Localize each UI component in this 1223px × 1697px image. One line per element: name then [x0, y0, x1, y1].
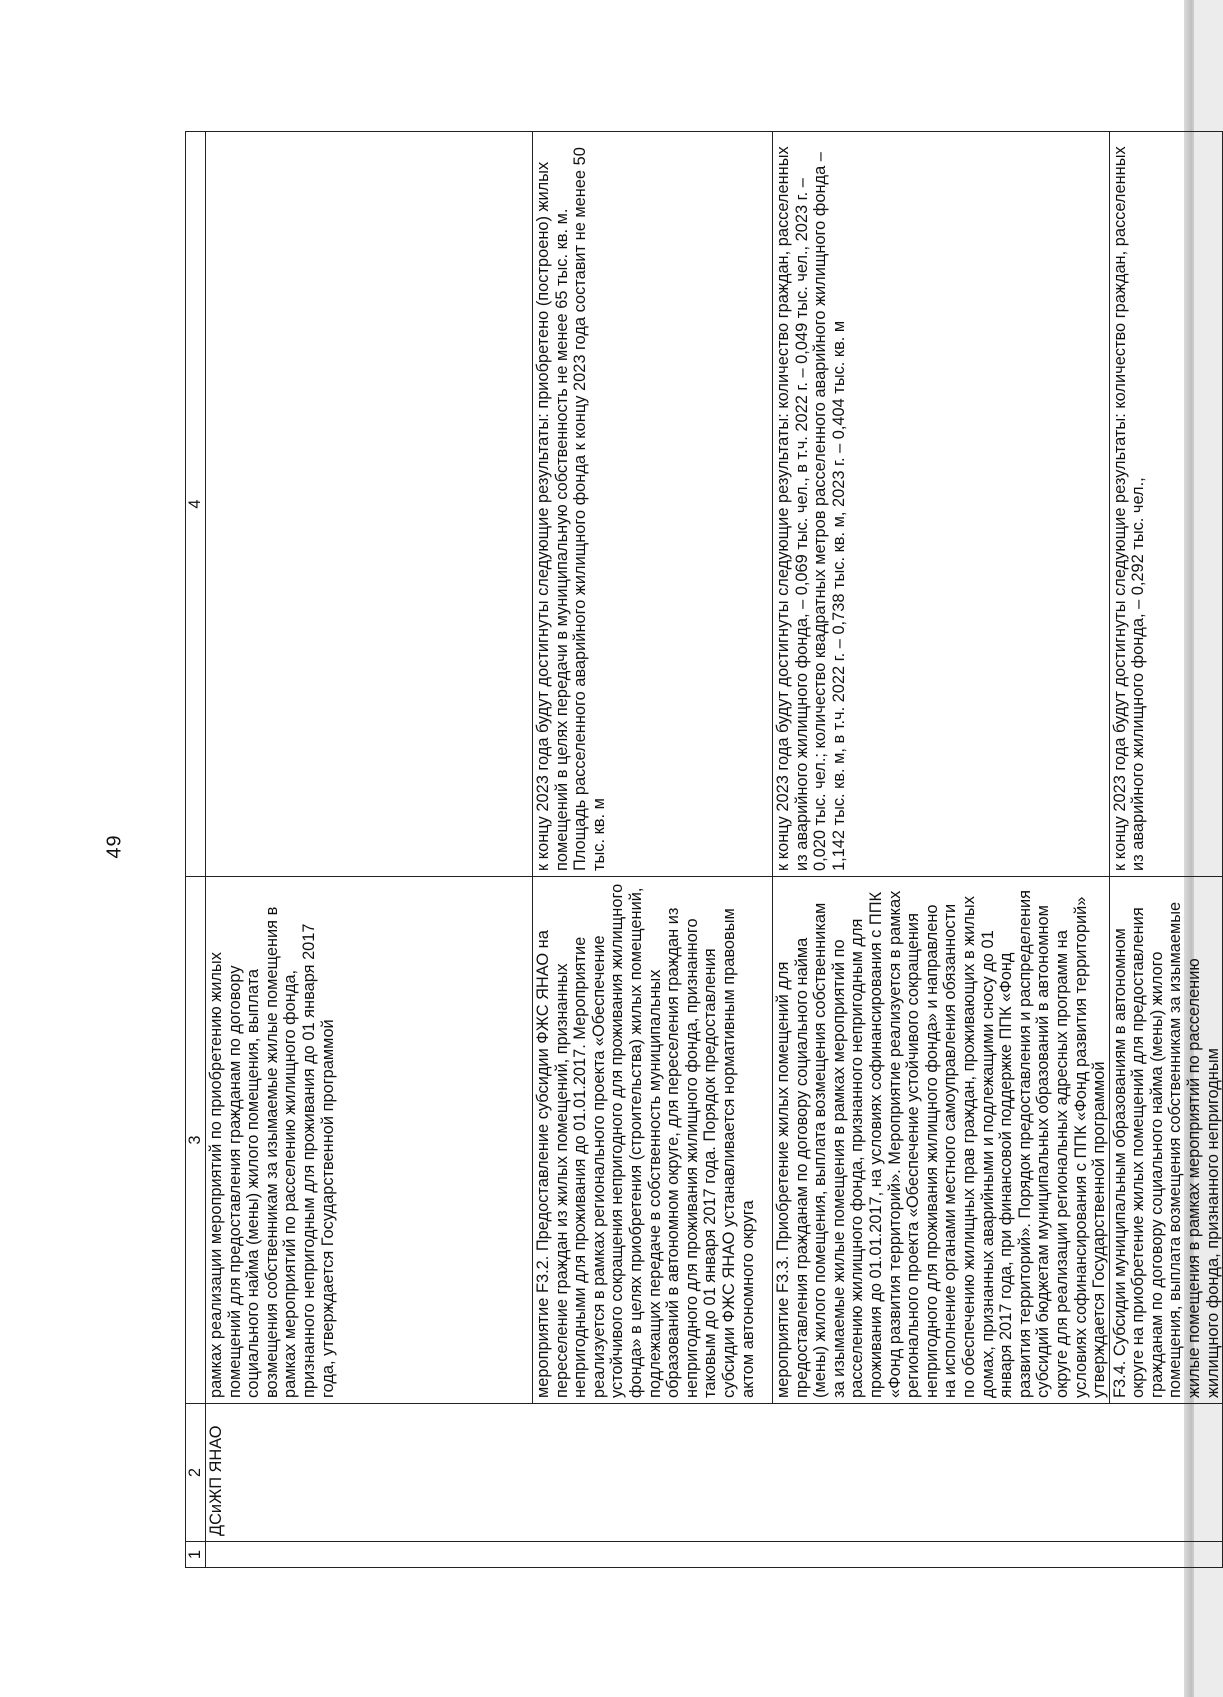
header-col-4: 4 [186, 132, 206, 877]
page-number: 49 [103, 834, 126, 859]
header-row [186, 132, 206, 1568]
program-table [185, 131, 1223, 1568]
result-cell [206, 132, 533, 877]
table-row [773, 132, 1110, 1568]
result-cell: к концу 2023 года будут достигнуты следующие результаты: количество граждан, расселенных из аварийного жилищного фонда, – 0,069 тыс. чел., в т.ч. 2022 г. – 0,049 тыс. чел., 2023 г. – 0,020 тыс. чел.; количество квадратных метров расселенного аварийного жилищного фонда – 1,142 тыс. кв. м, в т.ч. 2022 г. – 0,738 тыс. кв. м, 2023 г. – 0,404 тыс. кв. м [773, 132, 1110, 877]
table-row [533, 132, 773, 1568]
header-col-1: 1 [186, 1542, 206, 1568]
activity-cell: рамках реализации мероприятий по приобретению жилых помещений для предоставления гражданам по договору социального найма (мены) жилого помещения, выплата возмещения собственникам за изымаемые жилые помещения в рамках мероприятий по расселению жилищного фонда, признанного непригодным для проживания до 01 января 2017 года, утверждается Государственной программой [206, 877, 533, 1404]
table-row [1109, 132, 1223, 1568]
result-cell: к концу 2023 года будут достигнуты следующие результаты: приобретено (построено) жилых помещений в целях передачи в муниципальную собственность не менее 65 тыс. кв. м. Площадь расселенного аварийного жилищного фонда к концу 2023 года составит не менее 50 тыс. кв. м [533, 132, 773, 877]
table-row [206, 132, 533, 1568]
header-col-3: 3 [186, 877, 206, 1404]
rotated-content [185, 132, 1222, 1568]
responsible-cell: ДСиЖП ЯНАО [206, 1404, 1223, 1542]
activity-cell: мероприятие F3.3. Приобретение жилых помещений для предоставления гражданам по договору социального найма (мены) жилого помещения, выплата возмещения собственникам за изымаемые жилые помещения в рамках мероприятий по расселению жилищного фонда, признанного непригодным для проживания до 01.01.2017, на условиях софинансирования с ППК «Фонд развития территорий». Мероприятие реализуется в рамках регионального проекта «Обеспечение устойчивого сокращения непригодного для проживания жилищного фонда» и направлено на исполнение органами местного самоуправления обязанности по обеспечению жилищных прав граждан, проживающих в жилых домах, признанных аварийными и подлежащими сносу до 01 января 2017 года, при финансовой поддержке ППК «Фонд развития территорий». Порядок предоставления и распределения субсидий бюджетам муниципальных образований в автономном округе для реализации региональных адресных программ на условиях софинансирования с ППК «Фонд развития территорий» утверждается Государственной программой [773, 877, 1110, 1404]
col1-cell [206, 1542, 1223, 1568]
activity-cell: F3.4. Субсидии муниципальным образованиям в автономном округе на приобретение жилых помещений для предоставления гражданам по договору социального найма (мены) жилого помещения, выплата возмещения собственникам за изымаемые жилые помещения в рамках мероприятий по расселению жилищного фонда, признанного непригодным [1109, 877, 1223, 1404]
header-col-2: 2 [186, 1404, 206, 1542]
result-cell: к концу 2023 года будут достигнуты следующие результаты: количество граждан, расселенных из аварийного жилищного фонда, – 0,292 тыс. чел., [1109, 132, 1223, 877]
activity-cell: мероприятие F3.2. Предоставление субсидии ФЖС ЯНАО на переселение граждан из жилых помещений, признанных непригодными для проживания до 01.01.2017. Мероприятие реализуется в рамках регионального проекта «Обеспечение устойчивого сокращения непригодного для проживания жилищного фонда» в целях приобретения (строительства) жилых помещений, подлежащих передаче в собственность муниципальных образований в автономном округе, для переселения граждан из непригодного для проживания жилищного фонда, признанного таковым до 01 января 2017 года. Порядок предоставления субсидии ФЖС ЯНАО устанавливается нормативным правовым актом автономного округа [533, 877, 773, 1404]
